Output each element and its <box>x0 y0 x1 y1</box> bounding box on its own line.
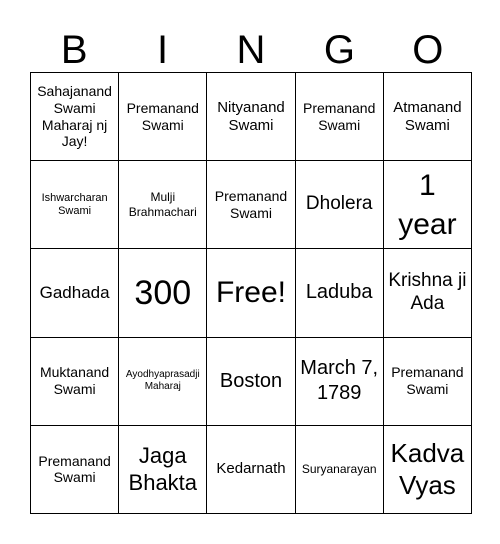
bingo-cell-r2-c5[interactable]: 1 year <box>384 161 472 249</box>
bingo-cell-r1-c3[interactable]: Nityanand Swami <box>207 73 295 161</box>
bingo-cell-r1-c2[interactable]: Premanand Swami <box>119 73 207 161</box>
bingo-cell-r4-c3[interactable]: Boston <box>207 338 295 426</box>
bingo-cell-r5-c3[interactable]: Kedarnath <box>207 426 295 514</box>
bingo-cell-r5-c2[interactable]: Jaga Bhakta <box>119 426 207 514</box>
bingo-cell-r2-c4[interactable]: Dholera <box>296 161 384 249</box>
bingo-cell-r2-c2[interactable]: Mulji Brahmachari <box>119 161 207 249</box>
bingo-cell-r5-c1[interactable]: Premanand Swami <box>31 426 119 514</box>
bingo-header <box>30 22 472 78</box>
bingo-cell-r4-c4[interactable]: March 7, 1789 <box>296 338 384 426</box>
header-letter-b: B <box>60 28 88 72</box>
bingo-cell-r3-c3-free[interactable]: Free! <box>207 249 295 337</box>
header-letter-n: N <box>236 28 266 72</box>
bingo-cell-r3-c2[interactable]: 300 <box>119 249 207 337</box>
header-letter-g: G <box>323 28 355 72</box>
bingo-cell-r4-c2[interactable]: Ayodhyaprasadji Maharaj <box>119 338 207 426</box>
header-letter-i: I <box>157 28 169 72</box>
bingo-cell-r2-c1[interactable]: Ishwarcharan Swami <box>31 161 119 249</box>
header-letter-o: O <box>412 28 444 72</box>
bingo-cell-r3-c4[interactable]: Laduba <box>296 249 384 337</box>
bingo-cell-r5-c5[interactable]: Kadva Vyas <box>384 426 472 514</box>
bingo-cell-r1-c5[interactable]: Atmanand Swami <box>384 73 472 161</box>
bingo-cell-r1-c4[interactable]: Premanand Swami <box>296 73 384 161</box>
bingo-cell-r2-c3[interactable]: Premanand Swami <box>207 161 295 249</box>
bingo-cell-r3-c1[interactable]: Gadhada <box>31 249 119 337</box>
bingo-cell-r5-c4[interactable]: Suryanarayan <box>296 426 384 514</box>
bingo-cell-r1-c1[interactable]: Sahajanand Swami Maharaj nj Jay! <box>31 73 119 161</box>
bingo-cell-r3-c5[interactable]: Krishna ji Ada <box>384 249 472 337</box>
bingo-board <box>30 72 472 514</box>
bingo-cell-r4-c1[interactable]: Muktanand Swami <box>31 338 119 426</box>
bingo-cell-r4-c5[interactable]: Premanand Swami <box>384 338 472 426</box>
